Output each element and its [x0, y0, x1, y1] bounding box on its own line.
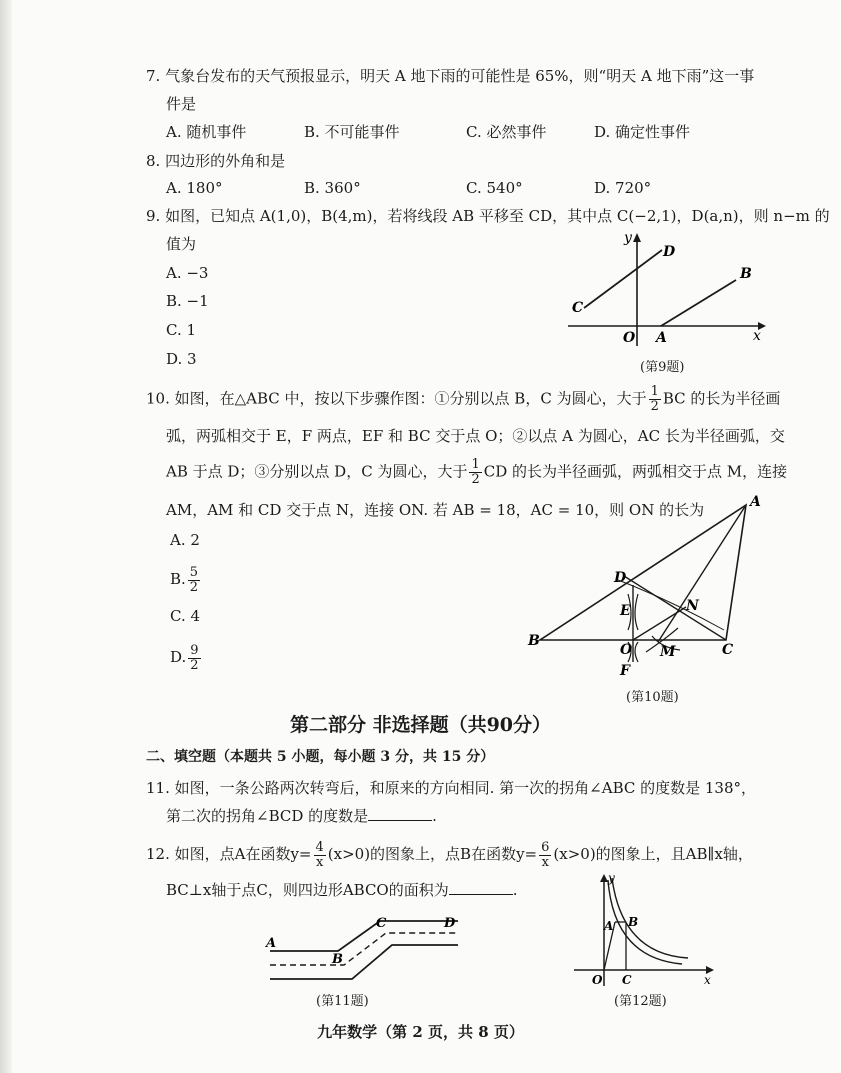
q10-line1 [146, 385, 780, 414]
q11-label-a: A [266, 936, 277, 951]
q12-frac-2-den: x [541, 854, 549, 870]
q11-label-c: C [376, 916, 387, 931]
q10-line3-a: AB 于点 D；③分别以点 D，C 为圆心，大于 [166, 462, 468, 481]
q11-caption: (第11题) [316, 994, 369, 1009]
q12-frac-2 [539, 841, 551, 870]
q11-figure [262, 915, 472, 990]
q10-caption: (第10题) [626, 690, 679, 705]
page-footer: 九年数学（第 2 页，共 8 页） [317, 1023, 524, 1041]
q12-frac-1-den: x [315, 854, 324, 870]
q7-option-d: D. 确定性事件 [594, 123, 691, 141]
q8-option-d: D. 720° [594, 179, 652, 197]
q12-figure [570, 868, 720, 993]
q12-label-o: O [592, 973, 603, 987]
q12-line1-a: 12. 如图，点A在函数y= [146, 845, 312, 863]
q9-label-x: x [753, 328, 761, 344]
q12-frac-2-num: 6 [541, 839, 550, 855]
q10-option-a: A. 2 [170, 531, 200, 549]
q9-option-b: B. −1 [166, 292, 209, 310]
q11-line2-a: 第二次的拐角∠BCD 的度数是 [166, 807, 369, 825]
q10-label-n: N [686, 598, 699, 614]
q10-line3 [166, 458, 787, 487]
road-centerline [270, 933, 458, 965]
q10-label-e: E [620, 603, 631, 619]
q12-label-y: y [608, 871, 615, 885]
q10-line1-b: BC 的长为半径画 [662, 389, 781, 408]
q7-option-a: A. 随机事件 [166, 123, 247, 141]
q9-option-d: D. 3 [166, 350, 197, 368]
q12-line2 [166, 880, 518, 900]
q8-option-b: B. 360° [304, 179, 361, 197]
q10-label-b: B [528, 633, 540, 649]
part2-title: 第二部分 非选择题（共90分） [289, 714, 552, 736]
q12-line1-c: (x>0)的图象上，且AB∥x轴， [553, 845, 753, 863]
q10-line1-a: 10. 如图，在△ABC 中，按以下步骤作图：①分别以点 B，C 为圆心，大于 [146, 389, 647, 408]
q10-line2: 弧，两弧相交于 E，F 两点，EF 和 BC 交于点 O；②以点 A 为圆心，AC 长为半径画弧，交 [166, 427, 785, 445]
q12-line1-b: (x>0)的图象上，点B在函数y= [327, 845, 538, 863]
page-edge-shadow [0, 0, 12, 1073]
q10-option-b-den: 2 [189, 579, 199, 595]
q9-label-c: C [572, 300, 584, 316]
q10-label-f: F [620, 663, 630, 679]
segment-ab [661, 280, 736, 326]
q12-label-c: C [622, 973, 632, 987]
q7-line2: 件是 [166, 95, 197, 113]
q10-line4: AM，AM 和 CD 交于点 N，连接 ON. 若 AB = 18，AC = 10，则 ON 的长为 [166, 501, 705, 519]
q9-label-a: A [656, 330, 667, 346]
q10-option-b [170, 562, 202, 596]
q12-frac-1-num: 4 [315, 839, 324, 855]
q9-option-a: A. −3 [166, 264, 209, 282]
q12-answer-blank[interactable] [449, 880, 513, 895]
q10-frac-1-num: 1 [650, 384, 659, 399]
q12-label-b: B [628, 915, 639, 929]
segment-on [633, 607, 686, 640]
q11-label-d: D [444, 916, 456, 931]
q11-label-b: B [332, 952, 343, 967]
q9-label-d: D [663, 244, 676, 260]
q10-frac-2-num: 1 [471, 457, 480, 472]
q7-option-c: C. 必然事件 [466, 123, 547, 141]
q9-label-o: O [623, 330, 636, 346]
q9-line1: 9. 如图，已知点 A(1,0)，B(4,m)，若将线段 AB 平移至 CD，其中点 C(−2,1)，D(a,n)，则 n−m 的 [146, 207, 830, 225]
q12-line2-b: . [512, 881, 518, 899]
q10-figure [520, 490, 780, 690]
arc-e-right [635, 594, 638, 630]
q10-option-b-num: 5 [189, 564, 199, 580]
q10-label-a: A [750, 494, 761, 510]
q11-line2-b: . [432, 807, 437, 825]
q10-frac-1 [649, 385, 661, 414]
arc-f-right [635, 642, 638, 662]
q9-figure [560, 228, 770, 353]
q11-line2 [166, 806, 437, 826]
q10-label-o: O [620, 642, 633, 658]
q10-option-b-label: B. [170, 570, 186, 588]
segment-cd [584, 250, 662, 308]
q12-caption: (第12题) [614, 994, 667, 1009]
q12-frac-1 [314, 841, 326, 870]
q12-y-arrow [600, 874, 608, 882]
road-edge-top [270, 921, 458, 951]
q10-option-d-num: 9 [190, 642, 199, 658]
section-heading: 二、填空题（本题共 5 小题，每小题 3 分，共 15 分） [146, 749, 495, 765]
q10-option-d-den: 2 [190, 657, 199, 673]
q9-label-b: B [740, 266, 752, 282]
q10-label-m: M [660, 644, 676, 660]
q9-y-arrow [633, 233, 641, 242]
triangle-abc [540, 505, 746, 640]
q9-option-c: C. 1 [166, 321, 197, 339]
q8-option-c: C. 540° [466, 179, 523, 197]
q10-option-b-frac [188, 566, 200, 595]
q10-line3-b: CD 的长为半径画弧，两弧相交于点 M，连接 [483, 462, 788, 481]
q9-label-y: y [624, 230, 632, 246]
q10-frac-2 [469, 458, 481, 487]
q7-option-b: B. 不可能事件 [304, 123, 400, 141]
q10-option-d-frac [188, 644, 200, 673]
q11-answer-blank[interactable] [368, 806, 432, 821]
q10-frac-1-den: 2 [650, 399, 659, 414]
q11-line1: 11. 如图，一条公路两次转弯后，和原来的方向相同. 第一次的拐角∠ABC 的度数是 138°， [146, 779, 757, 797]
q8-option-a: A. 180° [166, 179, 223, 197]
q12-line1 [146, 838, 753, 870]
q10-label-d: D [614, 570, 627, 586]
q12-label-a: A [604, 919, 614, 933]
q9-line2: 值为 [166, 235, 197, 253]
q9-caption: (第9题) [640, 360, 685, 375]
q8-stem: 8. 四边形的外角和是 [146, 152, 286, 170]
q12-label-x: x [704, 973, 711, 987]
curve-y-6-over-x [612, 878, 688, 958]
segment-am [658, 505, 746, 642]
q10-label-c: C [722, 642, 734, 658]
q10-option-d-label: D. [170, 648, 187, 666]
q12-line2-a: BC⊥x轴于点C，则四边形ABCO的面积为 [166, 881, 449, 899]
road-edge-bottom [270, 945, 458, 979]
q10-option-c: C. 4 [170, 607, 201, 625]
q7-line1: 7. 气象台发布的天气预报显示，明天 A 地下雨的可能性是 65%，则“明天 A 地下雨”这一事 [146, 67, 755, 85]
q10-frac-2-den: 2 [471, 472, 480, 487]
q10-option-d [170, 640, 203, 674]
